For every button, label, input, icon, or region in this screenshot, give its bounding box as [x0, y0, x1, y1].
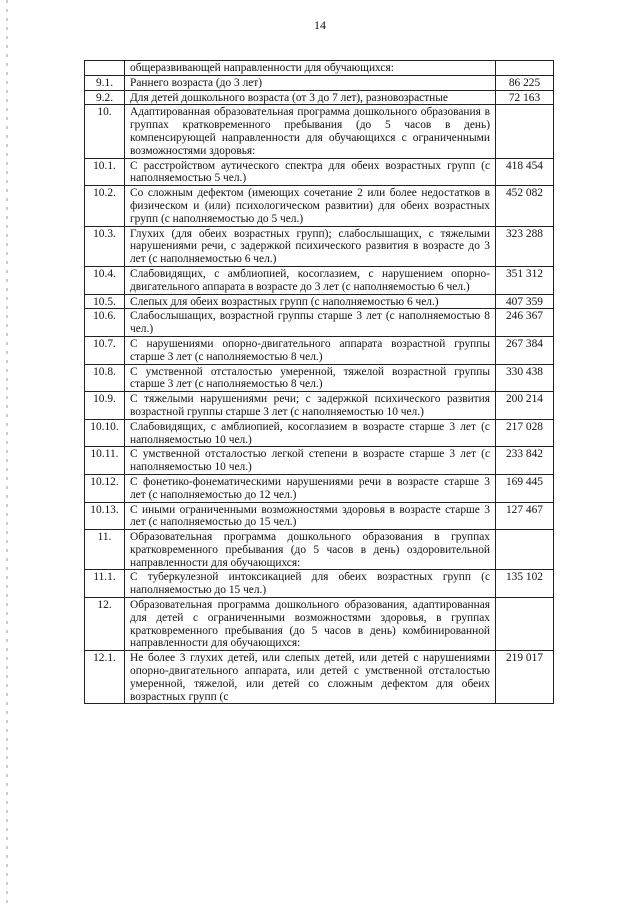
- row-number: 10.5.: [85, 294, 125, 309]
- row-description: С нарушениями опорно-двигательного аппарата возрастной группы старше 3 лет (с наполняемостью 8 чел.): [125, 336, 496, 364]
- row-value: [496, 530, 554, 570]
- table-row: [85, 75, 554, 90]
- row-value: 452 082: [496, 186, 554, 226]
- table-row: [85, 598, 554, 651]
- row-description: Глухих (для обеих возрастных групп); слабослышащих, с тяжелыми нарушениями речи, с задержкой психического развития в возрасте до 3 лет (с наполняемостью 6 чел.): [125, 226, 496, 266]
- row-description: Слепых для обеих возрастных групп (с наполняемостью 6 чел.): [125, 294, 496, 309]
- row-value: [496, 598, 554, 651]
- table-row: [85, 447, 554, 475]
- row-description: Не более 3 глухих детей, или слепых детей, или детей с нарушениями опорно-двигательного аппарата, или детей с умственной отсталостью умеренной, тяжелой, или детей со сложным дефектом для обеих возрастных групп (с: [125, 651, 496, 704]
- table-row: [85, 336, 554, 364]
- table-row: [85, 105, 554, 158]
- row-number: 12.1.: [85, 651, 125, 704]
- row-value: 323 288: [496, 226, 554, 266]
- scan-edge-artifact: [6, 0, 8, 905]
- table-row: [85, 392, 554, 420]
- row-description: С умственной отсталостью умеренной, тяжелой возрастной группы старше 3 лет (с наполняемостью 8 чел.): [125, 364, 496, 392]
- row-value: [496, 61, 554, 76]
- row-value: 407 359: [496, 294, 554, 309]
- table-row: [85, 530, 554, 570]
- table-row: [85, 90, 554, 105]
- row-value: 217 028: [496, 419, 554, 447]
- row-number: 11.1.: [85, 570, 125, 598]
- row-value: 246 367: [496, 309, 554, 337]
- row-number: 10.11.: [85, 447, 125, 475]
- row-description: Образовательная программа дошкольного образования, адаптированная для детей с ограниченными возможностями здоровья, в группах кратковременного пребывания (до 5 часов в день) комбинированной направленности для обучающихся:: [125, 598, 496, 651]
- row-number: [85, 61, 125, 76]
- row-value: [496, 105, 554, 158]
- row-description: Для детей дошкольного возраста (от 3 до 7 лет), разновозрастные: [125, 90, 496, 105]
- table-row: [85, 309, 554, 337]
- row-number: 10.8.: [85, 364, 125, 392]
- table-row: [85, 61, 554, 76]
- row-description: Слабовидящих, с амблиопией, косоглазием, с нарушением опорно-двигательного аппарата в возрасте до 3 лет (с наполняемостью 6 чел.): [125, 266, 496, 294]
- table-row: [85, 186, 554, 226]
- table-row: [85, 474, 554, 502]
- row-number: 10.2.: [85, 186, 125, 226]
- row-description: С иными ограниченными возможностями здоровья в возрасте старше 3 лет (с наполняемостью до 15 чел.): [125, 502, 496, 530]
- row-value: 135 102: [496, 570, 554, 598]
- row-number: 10.: [85, 105, 125, 158]
- row-number: 10.1.: [85, 158, 125, 186]
- row-value: 330 438: [496, 364, 554, 392]
- table-row: [85, 502, 554, 530]
- tariff-table-body: [85, 61, 554, 704]
- row-number: 10.12.: [85, 474, 125, 502]
- row-number: 9.1.: [85, 75, 125, 90]
- row-description: С тяжелыми нарушениями речи; с задержкой психического развития возрастной группы старше 3 лет (с наполняемостью 10 чел.): [125, 392, 496, 420]
- table-row: [85, 419, 554, 447]
- row-number: 10.3.: [85, 226, 125, 266]
- row-description: С расстройством аутического спектра для обеих возрастных групп (с наполняемостью 5 чел.): [125, 158, 496, 186]
- row-description: Со сложным дефектом (имеющих сочетание 2 или более недостатков в физическом и (или) психологическом развитии) для обеих возрастных групп (с наполняемостью до 5 чел.): [125, 186, 496, 226]
- tariff-table: [84, 60, 554, 704]
- row-number: 10.10.: [85, 419, 125, 447]
- row-description: Раннего возраста (до 3 лет): [125, 75, 496, 90]
- row-description: С фонетико-фонематическими нарушениями речи в возрасте старше 3 лет (с наполняемостью до 12 чел.): [125, 474, 496, 502]
- table-row: [85, 364, 554, 392]
- row-description: С туберкулезной интоксикацией для обеих возрастных групп (с наполняемостью до 15 чел.): [125, 570, 496, 598]
- row-value: 200 214: [496, 392, 554, 420]
- row-value: 127 467: [496, 502, 554, 530]
- table-row: [85, 226, 554, 266]
- row-number: 10.7.: [85, 336, 125, 364]
- table-row: [85, 266, 554, 294]
- row-number: 10.9.: [85, 392, 125, 420]
- row-value: 418 454: [496, 158, 554, 186]
- row-value: 169 445: [496, 474, 554, 502]
- row-value: 233 842: [496, 447, 554, 475]
- row-description: Образовательная программа дошкольного образования в группах кратковременного пребывания (до 5 часов в день) оздоровительной направленности для обучающихся:: [125, 530, 496, 570]
- row-number: 9.2.: [85, 90, 125, 105]
- row-value: 267 384: [496, 336, 554, 364]
- row-number: 12.: [85, 598, 125, 651]
- table-row: [85, 158, 554, 186]
- row-number: 11.: [85, 530, 125, 570]
- row-value: 86 225: [496, 75, 554, 90]
- row-description: Слабовидящих, с амблиопией, косоглазием в возрасте старше 3 лет (с наполняемостью 10 чел.): [125, 419, 496, 447]
- row-number: 10.6.: [85, 309, 125, 337]
- row-description: С умственной отсталостью легкой степени в возрасте старше 3 лет (с наполняемостью 10 чел.): [125, 447, 496, 475]
- row-description: Адаптированная образовательная программа дошкольного образования в группах кратковременного пребывания (до 5 часов в день) компенсирующей направленности для обучающихся с ограниченными возможностями здоровья:: [125, 105, 496, 158]
- row-description: общеразвивающей направленности для обучающихся:: [125, 61, 496, 76]
- table-row: [85, 651, 554, 704]
- row-description: Слабослышащих, возрастной группы старше 3 лет (с наполняемостью 8 чел.): [125, 309, 496, 337]
- row-value: 219 017: [496, 651, 554, 704]
- row-number: 10.13.: [85, 502, 125, 530]
- table-row: [85, 294, 554, 309]
- row-number: 10.4.: [85, 266, 125, 294]
- table-row: [85, 570, 554, 598]
- row-value: 351 312: [496, 266, 554, 294]
- page-number: 14: [314, 18, 326, 32]
- row-value: 72 163: [496, 90, 554, 105]
